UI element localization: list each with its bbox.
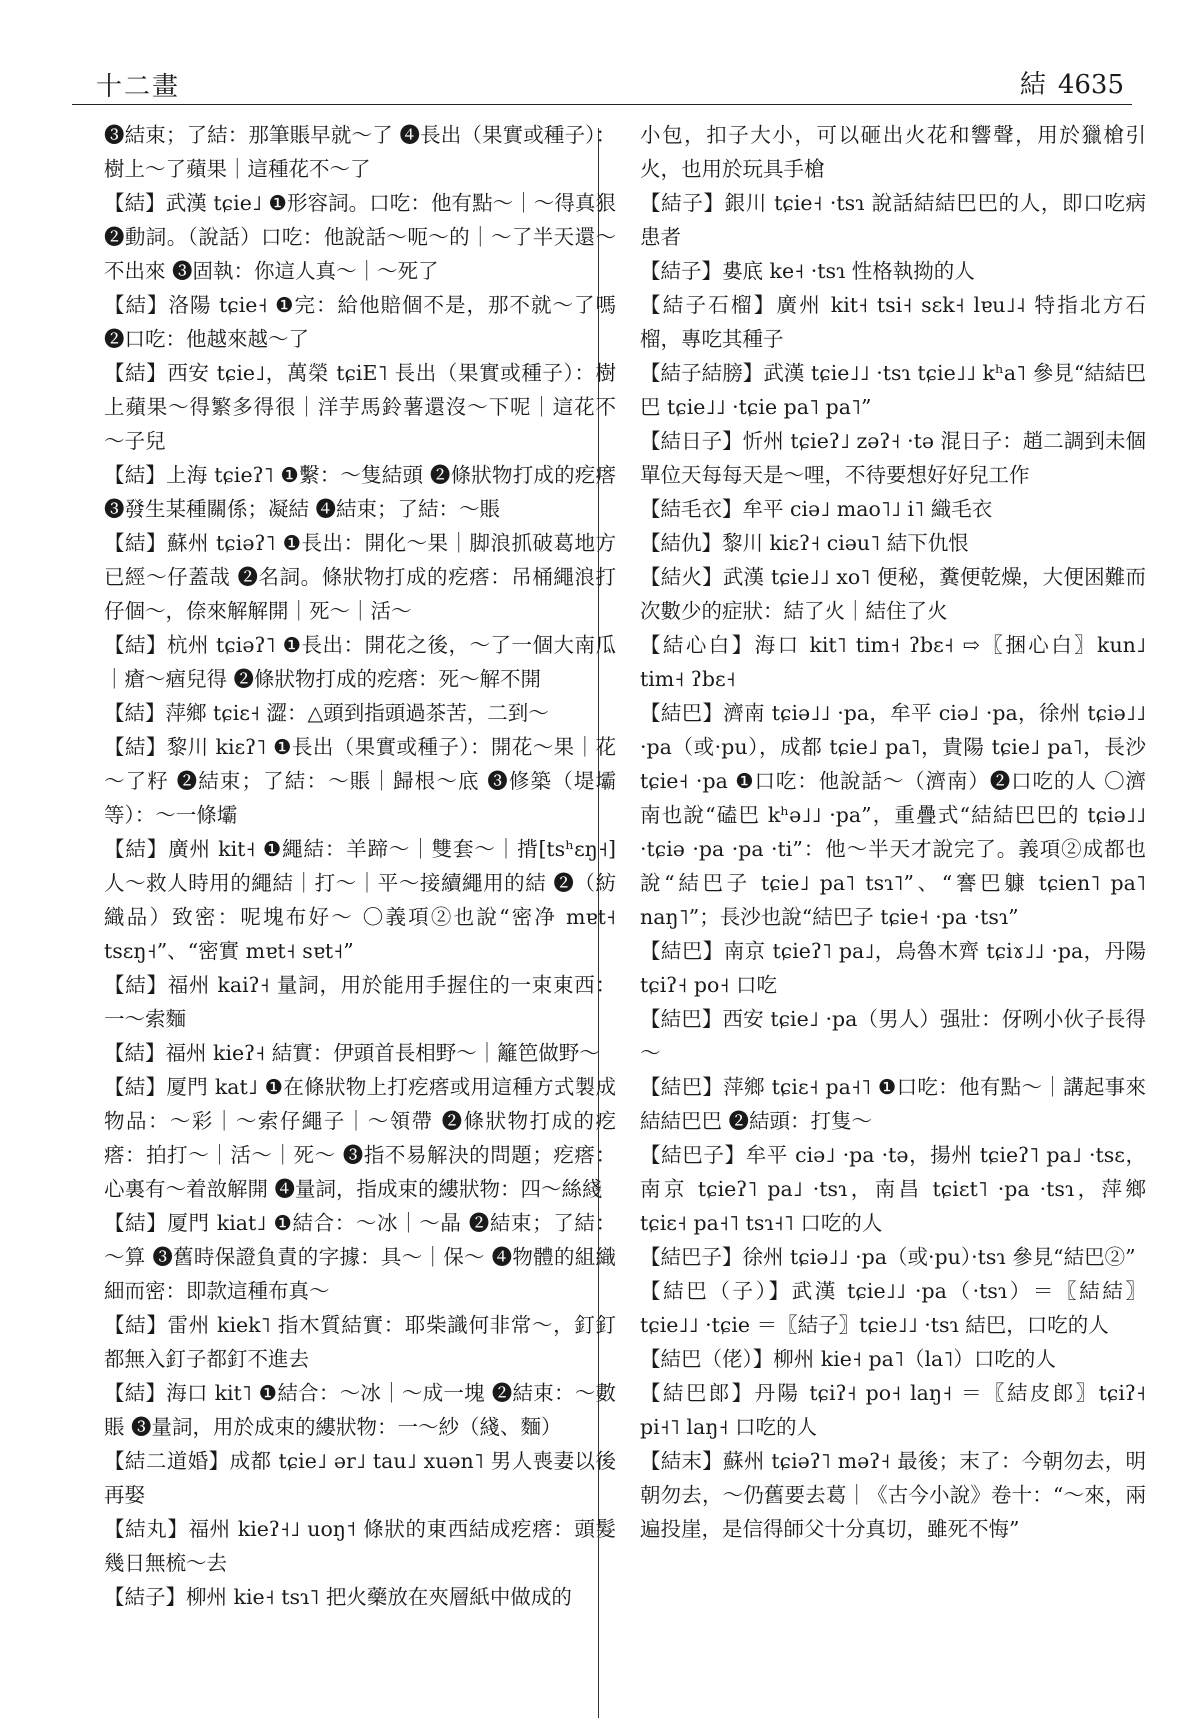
dictionary-entry: 【結子石榴】廣州 kit˧ tsi˧ sɛk˧ lɐu˩˨ 特指北方石榴，專吃其種子: [640, 293, 1146, 351]
head-character: 結: [1019, 70, 1046, 100]
dictionary-entry: 【結巴郎】丹陽 tɕiʔ˧ po˧ laŋ˧ ＝〖結皮郎〗tɕiʔ˧ pi˧˥ laŋ˧ 口吃的人: [640, 1381, 1146, 1439]
dictionary-entry: 【結子】銀川 tɕie˧ ·tsɿ 說話結結巴巴的人，即口吃病患者: [640, 191, 1146, 249]
dictionary-entry: 【結】福州 kaiʔ˧ 量詞，用於能用手握住的一束東西：一～索麵: [104, 973, 616, 1031]
dictionary-entry: 【結心白】海口 kit˥ tim˧ ʔbɛ˧ ⇨〖捆心白〗kun˩ tim˧ ʔbɛ˧: [640, 633, 1146, 691]
dictionary-entry: 【結巴】濟南 tɕiə˩˩ ·pa，牟平 ciə˩ ·pa，徐州 tɕiə˩˩ ·pa（或·pu），成都 tɕie˩ pa˥，貴陽 tɕie˩ pa˥，長沙 tɕie˧ ·pa ❶口吃：他說話～（濟南）❷口吃的人 〇濟南也說“磕巴 kʰə˩˩ ·pa”，重疊式“結結巴巴的 tɕiə˩˩ ·tɕiə ·pa ·pa ·ti”：他～半天才說完了。義項②成都也說“結巴子 tɕie˩ pa˥ tsɿ˥”、“謇巴躿 tɕien˥ pa˥ naŋ˥”；長沙也說“結巴子 tɕie˧ ·pa ·tsɿ”: [640, 701, 1146, 929]
left-column: [78, 118, 616, 1614]
dictionary-entry: 【結】福州 kieʔ˧ 結實：伊頭首長相野～｜籬笆做野～: [104, 1041, 600, 1065]
dictionary-entry: 【結巴（子）】武漢 tɕie˩˩ ·pa（·tsɿ）＝〖結結〗tɕie˩˩ ·tɕie ＝〖結子〗tɕie˩˩ ·tsɿ 結巴，口吃的人: [640, 1279, 1146, 1337]
dictionary-entry: 【結末】蘇州 tɕiəʔ˥ məʔ˧ 最後；末了：今朝勿去，明朝勿去，～仍舊要去葛｜《古今小說》卷十：“～來，兩遍投崖，是信得師父十分真切，雖死不悔”: [640, 1449, 1146, 1541]
dictionary-entry: 【結子】婁底 ke˧ ·tsɿ 性格執拗的人: [640, 259, 975, 283]
dictionary-entry: 【結】西安 tɕie˩，萬榮 tɕiE˥ 長出（果實或種子）：樹上蘋果～得繁多得很｜洋芋馬鈴薯還沒～下呢｜這花不～子兒: [104, 361, 616, 453]
dictionary-entry: 【結毛衣】牟平 ciə˩ mao˥˩ i˥ 織毛衣: [640, 497, 993, 521]
dictionary-entry: 【結】厦門 kiat˩ ❶結合：～冰｜～晶 ❷結束；了結：～算 ❸舊時保證負責的字據：具～｜保～ ❹物體的組織細而密：即款這種布真～: [104, 1211, 616, 1303]
dictionary-entry: 【結日子】忻州 tɕieʔ˩ zəʔ˧ ·tə 混日子：趙二調到未個單位天每每天是～哩，不待要想好好兒工作: [640, 429, 1146, 487]
header-rule: [72, 104, 1132, 105]
right-column: [614, 118, 1146, 1546]
dictionary-entry: 【結巴】西安 tɕie˩ ·pa（男人）强壯：伢咧小伙子長得～: [640, 1007, 1146, 1065]
dictionary-entry: 【結丸】福州 kieʔ˧˩ uoŋ˦ 條狀的東西結成疙瘩：頭髮幾日無梳～去: [104, 1517, 616, 1575]
dictionary-entry: 【結仇】黎川 kiɛʔ˧ ciəu˥ 結下仇恨: [640, 531, 969, 555]
dictionary-entry: 【結】杭州 tɕiəʔ˥ ❶長出：開花之後，～了一個大南瓜｜瘡～㾞兒得 ❷條狀物打成的疙瘩：死～解不開: [104, 633, 616, 691]
dictionary-entry: 【結巴子】徐州 tɕiə˩˩ ·pa（或·pu）·tsɿ 參見“結巴②”: [640, 1245, 1136, 1269]
dictionary-entry: 【結巴】南京 tɕieʔ˥ pa˩，烏魯木齊 tɕiɤ˩˩ ·pa，丹陽 tɕiʔ˧ po˧ 口吃: [640, 939, 1146, 997]
dictionary-entry: 【結巴（佬）】柳州 kie˧ pa˥（la˥）口吃的人: [640, 1347, 1056, 1371]
dictionary-entry: 【結子】柳州 kie˧ tsɿ˥ 把火藥放在夾層紙中做成的: [104, 1585, 572, 1609]
page-heading: [1020, 64, 1124, 101]
dictionary-entry: 【結子結膀】武漢 tɕie˩˩ ·tsɿ tɕie˩˩ kʰa˥ 參見“結結巴巴 tɕie˩˩ ·tɕie pa˥ pa˥”: [640, 361, 1146, 419]
dictionary-entry: 【結】厦門 kat˩ ❶在條狀物上打疙瘩或用這種方式製成物品：～彩｜～索仔繩子｜～領帶 ❷條狀物打成的疙瘩：拍打～｜活～｜死～ ❸指不易解決的問題；疙瘩：心裏有～着敨解開 ❹量詞，指成束的縷狀物：四～絲綫: [104, 1075, 616, 1201]
dictionary-entry: 【結火】武漢 tɕie˩˩ xo˥ 便秘，糞便乾燥，大便困難而次數少的症狀：結了火｜結住了火: [640, 565, 1146, 623]
dictionary-entry: 【結巴】萍鄉 tɕiɛ˧ pa˧˥ ❶口吃：他有點～｜講起事來結結巴巴 ❷結頭：打隻～: [640, 1075, 1146, 1133]
dictionary-entry: 【結】海口 kit˥ ❶結合：～冰｜～成一塊 ❷結束：～數賬 ❸量詞，用於成束的縷狀物：一～紗（綫、麵）: [104, 1381, 616, 1439]
dictionary-entry: 【結巴子】牟平 ciə˩ ·pa ·tə，揚州 tɕieʔ˥ pa˩ ·tsɛ，南京 tɕieʔ˥ pa˩ ·tsɿ，南昌 tɕiɛt˥ ·pa ·tsɿ，萍鄉 tɕiɛ˧ pa˧˥ tsɿ˧˥ 口吃的人: [640, 1143, 1146, 1235]
dictionary-entry: 【結】蘇州 tɕiəʔ˥ ❶長出：開化～果｜脚浪抓破葛地方已經～仔蓋哉 ❷名詞。條狀物打成的疙瘩：吊桶繩浪打仔個～，倷來解解開｜死～｜活～: [104, 531, 616, 623]
stroke-count-label: 十二畫: [96, 72, 181, 102]
dictionary-entry: 【結】雷州 kiek˥ 指木質結實：耶柴識何非常～，釘釘都無入釘子都釘不進去: [104, 1313, 616, 1371]
dictionary-entry: 【結】廣州 kit˧ ❶繩結：羊蹄～｜雙套～｜揹[tsʰɛŋ˧]人～救人時用的繩結｜打～｜平～接續繩用的結 ❷（紡織品）致密：呢塊布好～ 〇義項②也說“密净 mɐt˧ tsɛŋ˧”、“密實 mɐt˧ sɐt˧”: [104, 837, 616, 963]
dictionary-entry: ❸結束；了結：那筆賬早就～了 ❹長出（果實或種子）：樹上～了蘋果｜這種花不～了: [104, 123, 616, 181]
page-header: [72, 60, 1132, 106]
page-number: 4635: [1057, 70, 1124, 100]
dictionary-entry: 【結】洛陽 tɕie˧ ❶完：給他賠個不是，那不就～了嗎 ❷口吃：他越來越～了: [104, 293, 616, 351]
dictionary-entry: 【結二道婚】成都 tɕie˩ ər˩ tau˩ xuən˥ 男人喪妻以後再娶: [104, 1449, 616, 1507]
dictionary-entry: 小包，扣子大小，可以砸出火花和響聲，用於獵槍引火，也用於玩具手槍: [640, 123, 1146, 181]
dictionary-entry: 【結】萍鄉 tɕiɛ˧ 澀：△頭到指頭過茶苦，二到～: [104, 701, 549, 725]
dictionary-entry: 【結】黎川 kiɛʔ˥ ❶長出（果實或種子）：開花～果｜花～了籽 ❷結束；了結：～賬｜歸根～底 ❸修築（堤壩等）：～一條壩: [104, 735, 616, 827]
dictionary-entry: 【結】上海 tɕieʔ˥ ❶繫：～隻結頭 ❷條狀物打成的疙瘩 ❸發生某種關係；凝結 ❹結束；了結：～賬: [104, 463, 616, 521]
dictionary-entry: 【結】武漢 tɕie˩ ❶形容詞。口吃：他有點～｜～得真狠 ❷動詞。（說話）口吃：他說話～呃～的｜～了半天還～不出來 ❸固執：你這人真～｜～死了: [104, 191, 616, 283]
